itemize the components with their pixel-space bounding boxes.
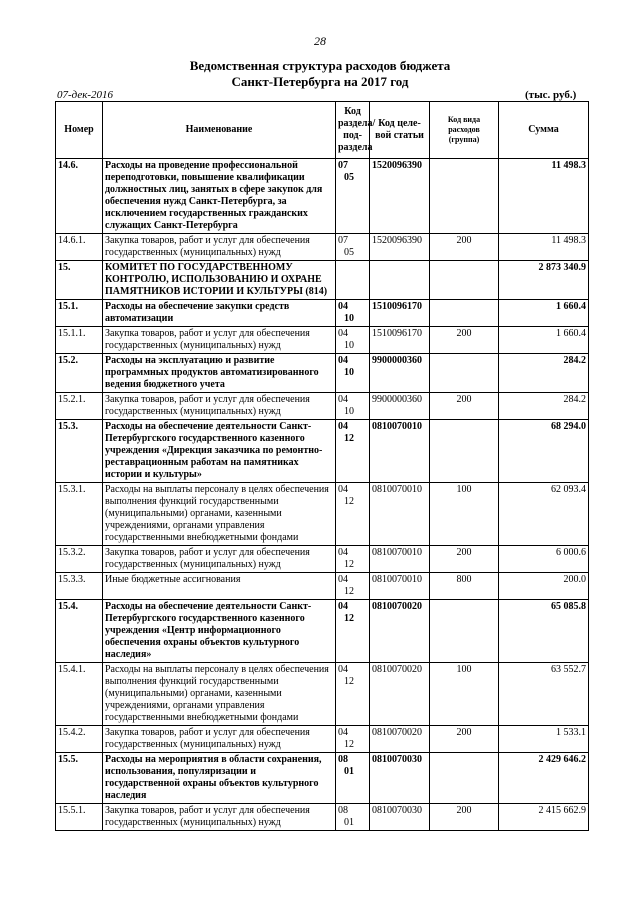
row-sum: 63 552.7 (499, 663, 589, 726)
row-number: 14.6.1. (56, 234, 103, 261)
document-date: 07-дек-2016 (57, 89, 114, 101)
header-tselevoy: Код целе- вой статьи (370, 102, 430, 159)
table-row (56, 573, 589, 600)
header-razdel: Код раздела/ под- раздела (336, 102, 370, 159)
podrazdel-code: 10 (344, 313, 354, 324)
row-razdel-code (336, 354, 370, 393)
row-sum: 200.0 (499, 573, 589, 600)
row-tselevaya-statya: 0810070010 (370, 483, 430, 546)
row-number: 14.6. (56, 159, 103, 234)
row-name: Расходы на выплаты персоналу в целях обеспечения выполнения функций государственными (муниципальными) органами, казенными учреждениями, органами управления государственными внебюджетными фондами (103, 483, 336, 546)
header-number: Номер (56, 102, 103, 159)
razdel-code: 04 (338, 727, 348, 738)
row-razdel-code (336, 159, 370, 234)
row-name: Иные бюджетные ассигнования (103, 573, 336, 600)
table-row (56, 300, 589, 327)
row-sum: 62 093.4 (499, 483, 589, 546)
row-number: 15.3. (56, 420, 103, 483)
row-sum: 11 498.3 (499, 234, 589, 261)
row-vid-raskhodov: 200 (430, 393, 499, 420)
row-razdel-code (336, 300, 370, 327)
header-vid: Код вида расходов (группа) (430, 102, 499, 159)
podrazdel-code: 01 (344, 766, 354, 777)
row-name: Закупка товаров, работ и услуг для обеспечения государственных (муниципальных) нужд (103, 804, 336, 831)
podrazdel-code: 10 (344, 406, 354, 417)
table-row (56, 726, 589, 753)
podrazdel-code: 12 (344, 586, 354, 597)
row-number: 15. (56, 261, 103, 300)
budget-table (55, 101, 589, 831)
row-sum: 1 660.4 (499, 327, 589, 354)
row-sum: 2 415 662.9 (499, 804, 589, 831)
row-vid-raskhodov: 100 (430, 663, 499, 726)
razdel-code: 08 (338, 754, 348, 765)
row-sum: 6 000.6 (499, 546, 589, 573)
row-name: Расходы на обеспечение деятельности Санкт-Петербургского государственного казенного учреждения «Центр информационного обеспечения охраны объектов культурного наследия» (103, 600, 336, 663)
header-sum: Сумма (499, 102, 589, 159)
row-vid-raskhodov (430, 420, 499, 483)
row-name: Закупка товаров, работ и услуг для обеспечения государственных (муниципальных) нужд (103, 726, 336, 753)
row-vid-raskhodov (430, 159, 499, 234)
row-razdel-code (336, 753, 370, 804)
document-title (0, 58, 640, 90)
razdel-code: 04 (338, 301, 348, 312)
razdel-code: 08 (338, 805, 348, 816)
row-name: Расходы на проведение профессиональной переподготовки, повышение квалификации должностных лиц, занятых в сфере закупок для обеспечения нужд Санкт-Петербурга, за исключением государственных гражданских служащих Санкт-Петербурга (103, 159, 336, 234)
podrazdel-code: 12 (344, 559, 354, 570)
row-vid-raskhodov: 200 (430, 726, 499, 753)
razdel-code: 04 (338, 601, 348, 612)
razdel-code: 07 (338, 160, 348, 171)
row-vid-raskhodov: 200 (430, 804, 499, 831)
row-number: 15.2.1. (56, 393, 103, 420)
title-line-1: Ведомственная структура расходов бюджета (189, 58, 451, 73)
podrazdel-code: 01 (344, 817, 354, 828)
razdel-code: 04 (338, 484, 348, 495)
row-number: 15.1. (56, 300, 103, 327)
row-vid-raskhodov (430, 300, 499, 327)
row-vid-raskhodov: 800 (430, 573, 499, 600)
podrazdel-code: 10 (344, 367, 354, 378)
row-tselevaya-statya: 0810070010 (370, 420, 430, 483)
razdel-code: 04 (338, 547, 348, 558)
row-number: 15.3.1. (56, 483, 103, 546)
table-row (56, 159, 589, 234)
row-tselevaya-statya: 1520096390 (370, 159, 430, 234)
row-number: 15.3.2. (56, 546, 103, 573)
row-number: 15.5.1. (56, 804, 103, 831)
row-tselevaya-statya: 1510096170 (370, 300, 430, 327)
row-tselevaya-statya: 0810070030 (370, 804, 430, 831)
podrazdel-code: 12 (344, 676, 354, 687)
row-name: Расходы на обеспечение закупки средств автоматизации (103, 300, 336, 327)
podrazdel-code: 12 (344, 613, 354, 624)
units-label: (тыс. руб.) (525, 89, 577, 101)
row-sum: 2 873 340.9 (499, 261, 589, 300)
row-vid-raskhodov (430, 354, 499, 393)
podrazdel-code: 05 (344, 172, 354, 183)
row-number: 15.2. (56, 354, 103, 393)
table-row (56, 327, 589, 354)
row-number: 15.1.1. (56, 327, 103, 354)
razdel-code: 04 (338, 394, 348, 405)
row-name: Расходы на эксплуатацию и развитие программных продуктов автоматизированного ведения бюджетного учета (103, 354, 336, 393)
razdel-code: 04 (338, 574, 348, 585)
row-razdel-code (336, 804, 370, 831)
row-name: КОМИТЕТ ПО ГОСУДАРСТВЕННОМУ КОНТРОЛЮ, ИСПОЛЬЗОВАНИЮ И ОХРАНЕ ПАМЯТНИКОВ ИСТОРИИ И КУЛЬТУРЫ (814) (103, 261, 336, 300)
row-razdel-code (336, 726, 370, 753)
row-sum: 284.2 (499, 354, 589, 393)
table-row (56, 354, 589, 393)
table-row (56, 393, 589, 420)
row-tselevaya-statya: 0810070020 (370, 663, 430, 726)
row-sum: 284.2 (499, 393, 589, 420)
podrazdel-code: 05 (344, 247, 354, 258)
razdel-code: 04 (338, 355, 348, 366)
row-razdel-code (336, 663, 370, 726)
row-razdel-code (336, 393, 370, 420)
table-row (56, 261, 589, 300)
row-razdel-code (336, 234, 370, 261)
page-number: 28 (314, 34, 326, 48)
row-tselevaya-statya: 0810070010 (370, 546, 430, 573)
razdel-code: 04 (338, 664, 348, 675)
razdel-code: 04 (338, 328, 348, 339)
row-tselevaya-statya: 1520096390 (370, 234, 430, 261)
row-tselevaya-statya: 0810070020 (370, 726, 430, 753)
table-row (56, 483, 589, 546)
row-sum: 2 429 646.2 (499, 753, 589, 804)
row-name: Закупка товаров, работ и услуг для обеспечения государственных (муниципальных) нужд (103, 393, 336, 420)
podrazdel-code: 12 (344, 739, 354, 750)
row-vid-raskhodov: 100 (430, 483, 499, 546)
row-razdel-code (336, 261, 370, 300)
row-vid-raskhodov (430, 600, 499, 663)
row-tselevaya-statya: 0810070020 (370, 600, 430, 663)
podrazdel-code: 10 (344, 340, 354, 351)
podrazdel-code: 12 (344, 496, 354, 507)
row-tselevaya-statya: 0810070010 (370, 573, 430, 600)
row-tselevaya-statya: 9900000360 (370, 354, 430, 393)
row-number: 15.3.3. (56, 573, 103, 600)
row-name: Расходы на обеспечение деятельности Санкт-Петербургского государственного казенного учреждения «Дирекция заказчика по ремонтно-реставрационным работам на памятниках истории и культуры» (103, 420, 336, 483)
row-vid-raskhodov (430, 753, 499, 804)
row-razdel-code (336, 573, 370, 600)
row-tselevaya-statya: 1510096170 (370, 327, 430, 354)
row-vid-raskhodov: 200 (430, 327, 499, 354)
row-razdel-code (336, 546, 370, 573)
table-row (56, 546, 589, 573)
table-header-row (56, 102, 589, 159)
header-name: Наименование (103, 102, 336, 159)
row-sum: 11 498.3 (499, 159, 589, 234)
title-line-2: Санкт-Петербурга на 2017 год (231, 74, 409, 89)
row-number: 15.5. (56, 753, 103, 804)
row-name: Закупка товаров, работ и услуг для обеспечения государственных (муниципальных) нужд (103, 327, 336, 354)
table-row (56, 804, 589, 831)
row-sum: 68 294.0 (499, 420, 589, 483)
row-razdel-code (336, 600, 370, 663)
row-name: Расходы на мероприятия в области сохранения, использования, популяризации и государственной охраны объектов культурного наследия (103, 753, 336, 804)
table-body (56, 159, 589, 831)
razdel-code: 04 (338, 421, 348, 432)
podrazdel-code: 12 (344, 433, 354, 444)
table-row (56, 600, 589, 663)
row-sum: 65 085.8 (499, 600, 589, 663)
row-name: Закупка товаров, работ и услуг для обеспечения государственных (муниципальных) нужд (103, 546, 336, 573)
row-number: 15.4.1. (56, 663, 103, 726)
row-sum: 1 533.1 (499, 726, 589, 753)
row-number: 15.4.2. (56, 726, 103, 753)
row-name: Расходы на выплаты персоналу в целях обеспечения выполнения функций государственными (муниципальными) органами, казенными учреждениями, органами управления государственными внебюджетными фондами (103, 663, 336, 726)
table-row (56, 234, 589, 261)
row-vid-raskhodov (430, 261, 499, 300)
row-sum: 1 660.4 (499, 300, 589, 327)
row-razdel-code (336, 327, 370, 354)
row-name: Закупка товаров, работ и услуг для обеспечения государственных (муниципальных) нужд (103, 234, 336, 261)
row-razdel-code (336, 483, 370, 546)
row-vid-raskhodov: 200 (430, 234, 499, 261)
row-tselevaya-statya: 0810070030 (370, 753, 430, 804)
table-row (56, 420, 589, 483)
row-tselevaya-statya: 9900000360 (370, 393, 430, 420)
row-number: 15.4. (56, 600, 103, 663)
table-row (56, 753, 589, 804)
row-tselevaya-statya (370, 261, 430, 300)
table-row (56, 663, 589, 726)
razdel-code: 07 (338, 235, 348, 246)
row-razdel-code (336, 420, 370, 483)
row-vid-raskhodov: 200 (430, 546, 499, 573)
